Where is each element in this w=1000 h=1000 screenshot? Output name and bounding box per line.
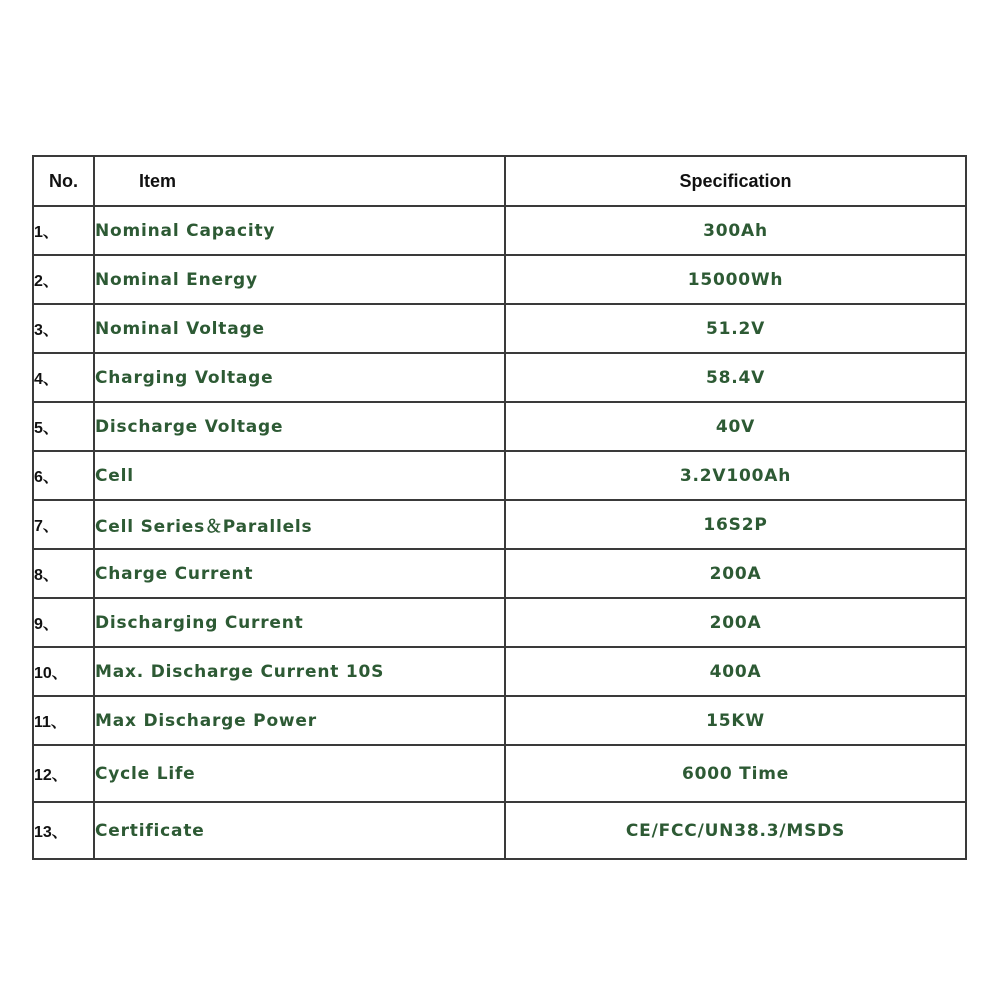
row-value: 51.2V — [505, 304, 966, 353]
table-row — [33, 745, 966, 802]
row-value: 6000 Time — [505, 745, 966, 802]
row-number: 6、 — [33, 451, 94, 500]
row-item: Max. Discharge Current 10S — [94, 647, 505, 696]
row-value: 16S2P — [505, 500, 966, 549]
row-value: 40V — [505, 402, 966, 451]
row-item: Charging Voltage — [94, 353, 505, 402]
row-item: Cell — [94, 451, 505, 500]
row-item: Discharge Voltage — [94, 402, 505, 451]
table-row — [33, 353, 966, 402]
table-row — [33, 304, 966, 353]
table-row — [33, 451, 966, 500]
row-number: 2、 — [33, 255, 94, 304]
table-row — [33, 255, 966, 304]
table-header-row — [33, 156, 966, 206]
row-value: 3.2V100Ah — [505, 451, 966, 500]
row-item: Charge Current — [94, 549, 505, 598]
header-specification: Specification — [505, 156, 966, 206]
row-value: 58.4V — [505, 353, 966, 402]
row-item: Cell Series＆Parallels — [94, 500, 505, 549]
row-number: 12、 — [33, 745, 94, 802]
row-item: Certificate — [94, 802, 505, 859]
row-number: 7、 — [33, 500, 94, 549]
row-value: 15000Wh — [505, 255, 966, 304]
row-number: 5、 — [33, 402, 94, 451]
row-item: Nominal Voltage — [94, 304, 505, 353]
row-value: CE/FCC/UN38.3/MSDS — [505, 802, 966, 859]
row-number: 10、 — [33, 647, 94, 696]
row-value: 400A — [505, 647, 966, 696]
specification-table — [32, 155, 967, 860]
row-item: Nominal Energy — [94, 255, 505, 304]
header-item: Item — [94, 156, 505, 206]
row-value: 200A — [505, 598, 966, 647]
row-number: 4、 — [33, 353, 94, 402]
table-row — [33, 696, 966, 745]
table-row — [33, 598, 966, 647]
row-number: 1、 — [33, 206, 94, 255]
row-item: Discharging Current — [94, 598, 505, 647]
row-item: Max Discharge Power — [94, 696, 505, 745]
table-row — [33, 549, 966, 598]
row-item: Nominal Capacity — [94, 206, 505, 255]
row-number: 3、 — [33, 304, 94, 353]
row-item: Cycle Life — [94, 745, 505, 802]
row-number: 13、 — [33, 802, 94, 859]
table-row — [33, 402, 966, 451]
table-row — [33, 647, 966, 696]
row-value: 200A — [505, 549, 966, 598]
row-number: 9、 — [33, 598, 94, 647]
row-number: 11、 — [33, 696, 94, 745]
header-no: No. — [33, 156, 94, 206]
row-value: 300Ah — [505, 206, 966, 255]
row-number: 8、 — [33, 549, 94, 598]
table-row — [33, 500, 966, 549]
table-row — [33, 802, 966, 859]
table-row — [33, 206, 966, 255]
row-value: 15KW — [505, 696, 966, 745]
